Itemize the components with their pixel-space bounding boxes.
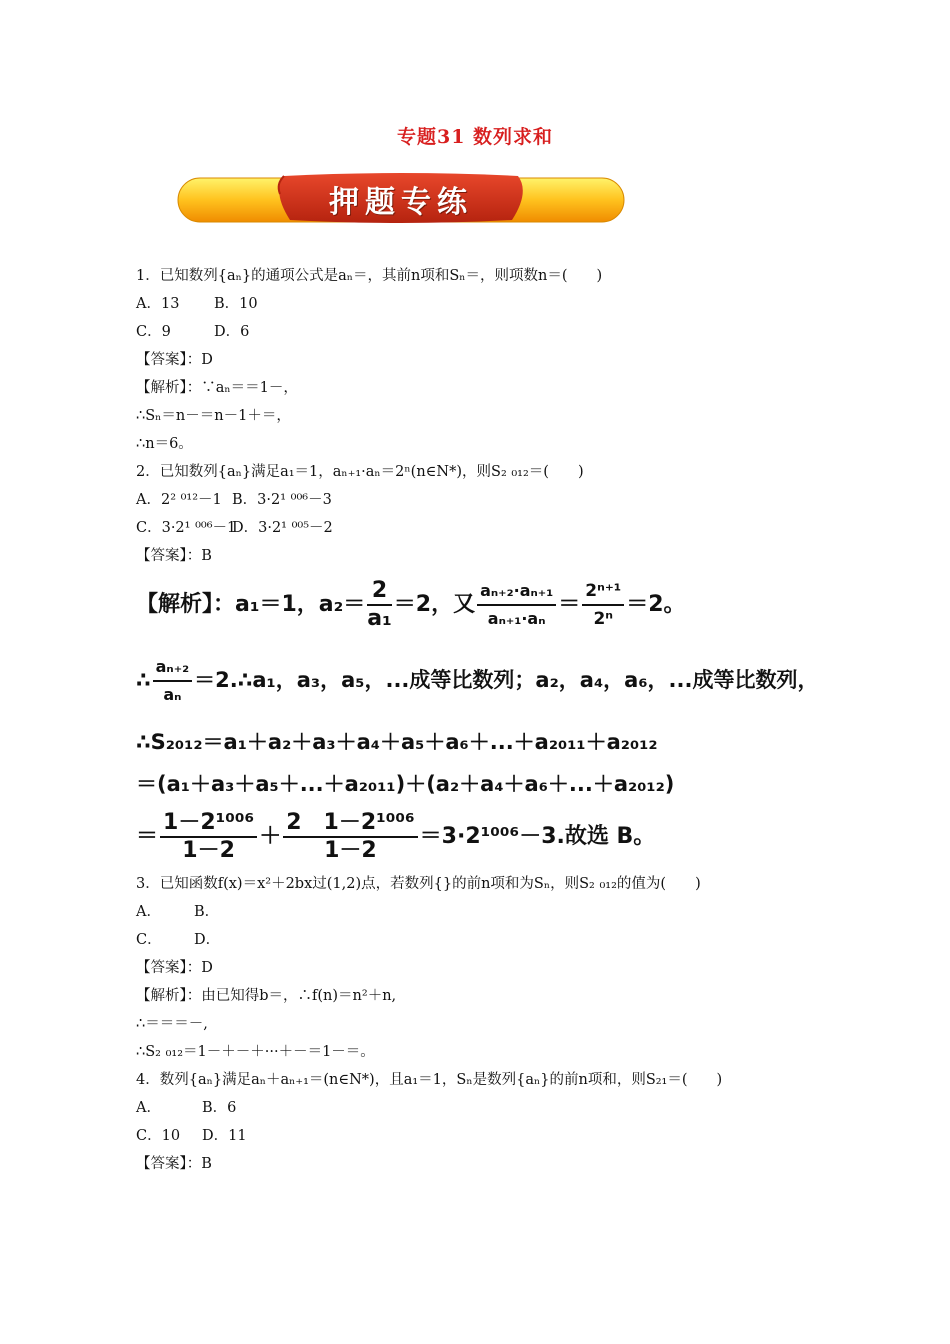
fraction-numerator: 1－2¹⁰⁰⁶ xyxy=(160,810,257,838)
q3-options-row2 xyxy=(136,930,220,950)
q3-option-d: D． xyxy=(194,932,221,948)
q3-answer: 【答案】：D xyxy=(136,960,213,976)
q1-solution-line: 【解析】：∵aₙ＝＝1－， xyxy=(136,380,298,396)
q2-sol-text: ＝ xyxy=(136,824,159,849)
q2-sol-text: ＋ xyxy=(259,824,282,849)
q1-options-row2 xyxy=(136,322,249,342)
q1-option-c: C．9 xyxy=(136,324,171,340)
q2-solution-line xyxy=(136,810,655,864)
q2-sol-text: ＝ xyxy=(558,592,581,617)
q4-answer: 【答案】：B xyxy=(136,1156,212,1172)
q2-solution-line: ∴S₂₀₁₂＝a₁＋a₂＋a₃＋a₄＋a₅＋a₆＋...＋a₂₀₁₁＋a₂₀₁₂ xyxy=(136,730,658,754)
q4-options-row1 xyxy=(136,1098,236,1118)
fraction-numerator: aₙ₊₂ xyxy=(153,654,193,682)
q2-sol-text: ∴ xyxy=(136,668,151,692)
q2-option-b: B．3·2¹ ⁰⁰⁶－3 xyxy=(232,492,332,508)
q2-options-row2 xyxy=(136,518,333,538)
page-title: 专题31 数列求和 xyxy=(396,126,554,148)
q3-options-row1 xyxy=(136,902,219,922)
fraction-denominator: a₁ xyxy=(367,606,392,631)
fraction-denominator: aₙ₊₁·aₙ xyxy=(487,609,546,628)
q1-option-a: A．13 xyxy=(136,296,180,312)
q3-solution-line: ∴S₂ ₀₁₂＝1－＋－＋···＋－＝1－＝。 xyxy=(136,1044,375,1060)
q3-option-b: B． xyxy=(194,904,220,920)
q2-solution-line xyxy=(136,578,686,632)
q2-options-row1 xyxy=(136,490,332,510)
q2-sol-text: ＝2，又 xyxy=(393,592,476,617)
q2-answer: 【答案】：B xyxy=(136,548,212,564)
fraction-numerator: 2 1－2¹⁰⁰⁶ xyxy=(283,810,417,838)
fraction-denominator: 2ⁿ xyxy=(593,609,614,629)
fraction-numerator: aₙ₊₂·aₙ₊₁ xyxy=(477,578,556,606)
q4-option-d: D．11 xyxy=(202,1128,247,1144)
q2-sol-text: ＝2.∴a₁，a₃，a₅，...成等比数列；a₂，a₄，a₆，...成等比数列， xyxy=(194,668,819,692)
q2-sol-text: ＝2。 xyxy=(626,592,686,617)
q1-option-b: B．10 xyxy=(214,296,258,312)
q4-option-b: B．6 xyxy=(202,1100,237,1116)
q2-solution-line xyxy=(136,654,818,708)
q2-solution-line: ＝(a₁＋a₃＋a₅＋...＋a₂₀₁₁)＋(a₂＋a₄＋a₆＋...＋a₂₀₁₂) xyxy=(136,772,675,796)
q2-fraction xyxy=(367,578,391,632)
fraction-denominator: 1－2 xyxy=(182,838,235,863)
q2-fraction xyxy=(283,810,417,864)
q4-stem: 4．数列{aₙ}满足aₙ＋aₙ₊₁＝(n∈N*)，且a₁＝1，Sₙ是数列{aₙ}的前n项和，则S₂₁＝( ) xyxy=(136,1072,723,1088)
q1-stem: 1．已知数列{aₙ}的通项公式是aₙ＝，其前n项和Sₙ＝，则项数n＝( ) xyxy=(136,268,603,284)
q2-fraction xyxy=(153,654,193,708)
banner-label: 押题专练 xyxy=(329,185,473,220)
q4-option-a: A． xyxy=(136,1100,161,1116)
q1-solution-line: ∴n＝6。 xyxy=(136,436,193,452)
q2-fraction xyxy=(160,810,257,864)
q4-option-c: C．10 xyxy=(136,1128,181,1144)
q2-option-d: D．3·2¹ ⁰⁰⁵－2 xyxy=(232,520,333,536)
q3-stem: 3．已知函数f(x)＝x²＋2bx过(1,2)点，若数列{}的前n项和为Sₙ，则S₂ ₀₁₂的值为( ) xyxy=(136,876,701,892)
q1-answer: 【答案】：D xyxy=(136,352,213,368)
q1-option-d: D．6 xyxy=(214,324,250,340)
q2-stem: 2．已知数列{aₙ}满足a₁＝1，aₙ₊₁·aₙ＝2ⁿ(n∈N*)，则S₂ ₀₁₂＝( ) xyxy=(136,464,584,480)
q2-sol-text: 【解析】：a₁＝1，a₂＝ xyxy=(136,592,366,617)
q1-options-row1 xyxy=(136,294,258,314)
q3-option-a: A． xyxy=(136,904,161,920)
q2-sol-text: ＝3·2¹⁰⁰⁶－3.故选 B。 xyxy=(419,824,656,849)
q2-fraction xyxy=(582,578,624,632)
q2-fraction xyxy=(477,578,556,632)
fraction-denominator: aₙ xyxy=(163,685,182,704)
section-banner xyxy=(176,172,626,226)
q2-option-c: C．3·2¹ ⁰⁰⁶－1 xyxy=(136,520,237,536)
fraction-denominator: 1－2 xyxy=(324,838,377,863)
fraction-numerator: 2ⁿ⁺¹ xyxy=(582,578,624,606)
fraction-numerator: 2 xyxy=(367,578,391,606)
q3-solution-line: ∴＝＝＝－, xyxy=(136,1016,208,1032)
q4-options-row2 xyxy=(136,1126,247,1146)
q3-solution-line: 【解析】：由已知得b＝，∴f(n)＝n²＋n, xyxy=(136,988,397,1004)
q3-option-c: C． xyxy=(136,932,162,948)
q1-solution-line: ∴Sₙ＝n－＝n－1＋＝， xyxy=(136,408,291,424)
q2-option-a: A．2² ⁰¹²－1 xyxy=(136,492,222,508)
